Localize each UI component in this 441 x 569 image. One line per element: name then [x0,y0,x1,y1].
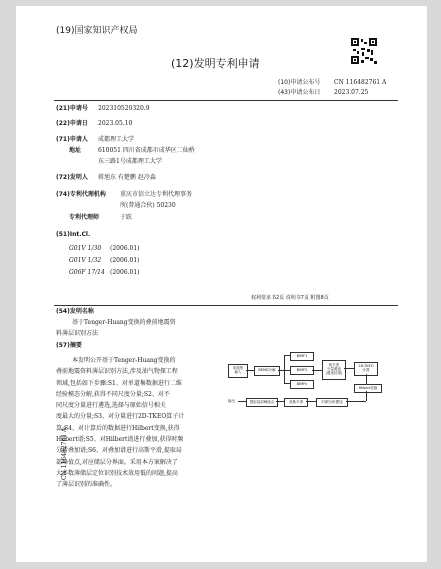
ipc-label: (51)Int.Cl. [56,231,91,238]
diagram-tkeo-box: 2D-TKEO 计算 [354,362,378,376]
patent-office: (19)国家知识产权局 [56,26,138,36]
address-label: 地址 [69,147,82,154]
ipc-date: (2006.01) [110,269,140,276]
biblio-divider [54,305,398,306]
diagram-input-box: 单道集 输入 [228,364,248,378]
pub-date: 2023.07.25 [334,89,369,96]
app-no-label: (21)申请号 [56,105,88,112]
diagram-arrow [366,374,367,384]
applicant-label: (71)申请人 [56,136,88,143]
ipc-code: G01V 1/30 [69,245,102,252]
page-counts: 权利要求书2页 说明书7页 附图8页 [251,295,329,301]
header-divider [54,100,398,101]
diagram-stack-box: 时频分析叠加 [316,398,348,407]
abstract-body [56,355,236,491]
abstract-line: 度最大的分量;S3、对分量进行2D-TKEO算子计 [56,413,185,421]
diagram-arrow [366,391,367,401]
diagram-arrow [312,370,322,371]
side-publication-number: CN 116482761 A [61,427,68,480]
diagram-imf2-box: BIMF2 [290,366,314,375]
ipc-code: G06F 17/14 [69,269,105,276]
title-line: 基于Tenger-Huang变换的叠前地震资 [72,319,176,326]
filing-date-label: (22)申请日 [56,120,88,127]
title-label: (54)发明名称 [56,308,94,315]
diagram-hilbert-box: Hilbert变换 [354,384,382,393]
pub-no-label: (10)申请公布号 [278,79,321,86]
address-line1: 610051 四川省成都市成华区二仙桥 [98,147,195,154]
diagram-arrow [284,355,290,356]
agent-label: 专利代理师 [69,214,100,221]
abstract-line: 大多数薄储层定位识别技术效用低的问题,提高 [56,469,178,477]
abstract-line: 本发明公开基于Tenger-Huang变换的 [72,357,176,364]
diagram-emd-box: BEMD分解 [254,366,280,376]
patent-page [16,6,427,562]
abstract-line: 分析叠加谱;S6、对叠加谱进行高斯平滑,提取局 [56,447,182,455]
abstract-line: 同尺度分量进行遴选,选择与原始信号相关 [56,402,166,410]
abstract-line: Hilbert谱;S5、对Hilbert谱进行叠加,获得时频 [56,436,184,444]
diagram-arrow [276,401,284,402]
qr-code-icon [351,38,377,64]
agent: 于跃 [120,214,133,221]
abstract-line: 经验模态分解,获得不同尺度分量;S2、对不 [56,390,170,398]
diagram-arrow [344,368,354,369]
inventors: 蒋旭东 有楚鹏 赵冷淼 [98,174,156,181]
diagram-arrow [284,355,285,384]
ipc-code: G01V 1/32 [69,257,102,264]
document-type: (12)发明专利申请 [171,57,260,70]
abstract-line: 部峰值点,对应储层分界面。采用本方案解决了 [56,458,178,466]
diagram-peak-box: 提取局部峰值点 [246,398,278,407]
abstract-line: 了薄层识别的准确性。 [56,481,117,489]
diagram-arrow [238,401,246,402]
diagram-arrow [284,383,290,384]
address-line2: 东三路1号成都理工大学 [98,158,162,165]
agency-label: (74)专利代理机构 [56,191,106,198]
agency-line2: 所(普通合伙) 50230 [120,202,176,209]
abstract-label: (57)摘要 [56,342,82,349]
diagram-smooth-box: 高斯平滑 [284,398,308,407]
diagram-imfn-box: BIMFn [290,380,314,389]
inventor-label: (72)发明人 [56,174,88,181]
diagram-select-box: 相关度 分量遴选 (遴选结果) [322,360,346,380]
filing-date: 2023.05.10 [98,120,133,127]
abstract-line: 领域,包括如下步骤:S1、对单道集数据进行二维 [56,379,182,387]
abstract-line: 算;S4、对计算后的数据进行Hilbert变换,获得 [56,424,180,432]
diagram-arrow [306,401,316,402]
pub-date-label: (43)申请公布日 [278,89,321,96]
applicant: 成都理工大学 [98,136,135,143]
app-no: 202310520320.9 [98,105,150,112]
ipc-date: (2006.01) [110,245,140,252]
diagram-output-label: 输出 [228,399,235,403]
ipc-date: (2006.01) [110,257,140,264]
diagram-imf1-box: BIMF1 [290,352,314,361]
pub-no: CN 116482761 A [334,79,387,86]
diagram-arrow [246,370,254,371]
abstract-line: 叠前地震资料薄层识别方法,涉及油气物探工程 [56,368,178,376]
diagram-arrow [346,401,366,402]
agency-line1: 重庆市信立达专利代理事务 [120,191,193,198]
abstract-figure [226,346,406,420]
title-line: 料薄层识别方法 [56,330,99,337]
